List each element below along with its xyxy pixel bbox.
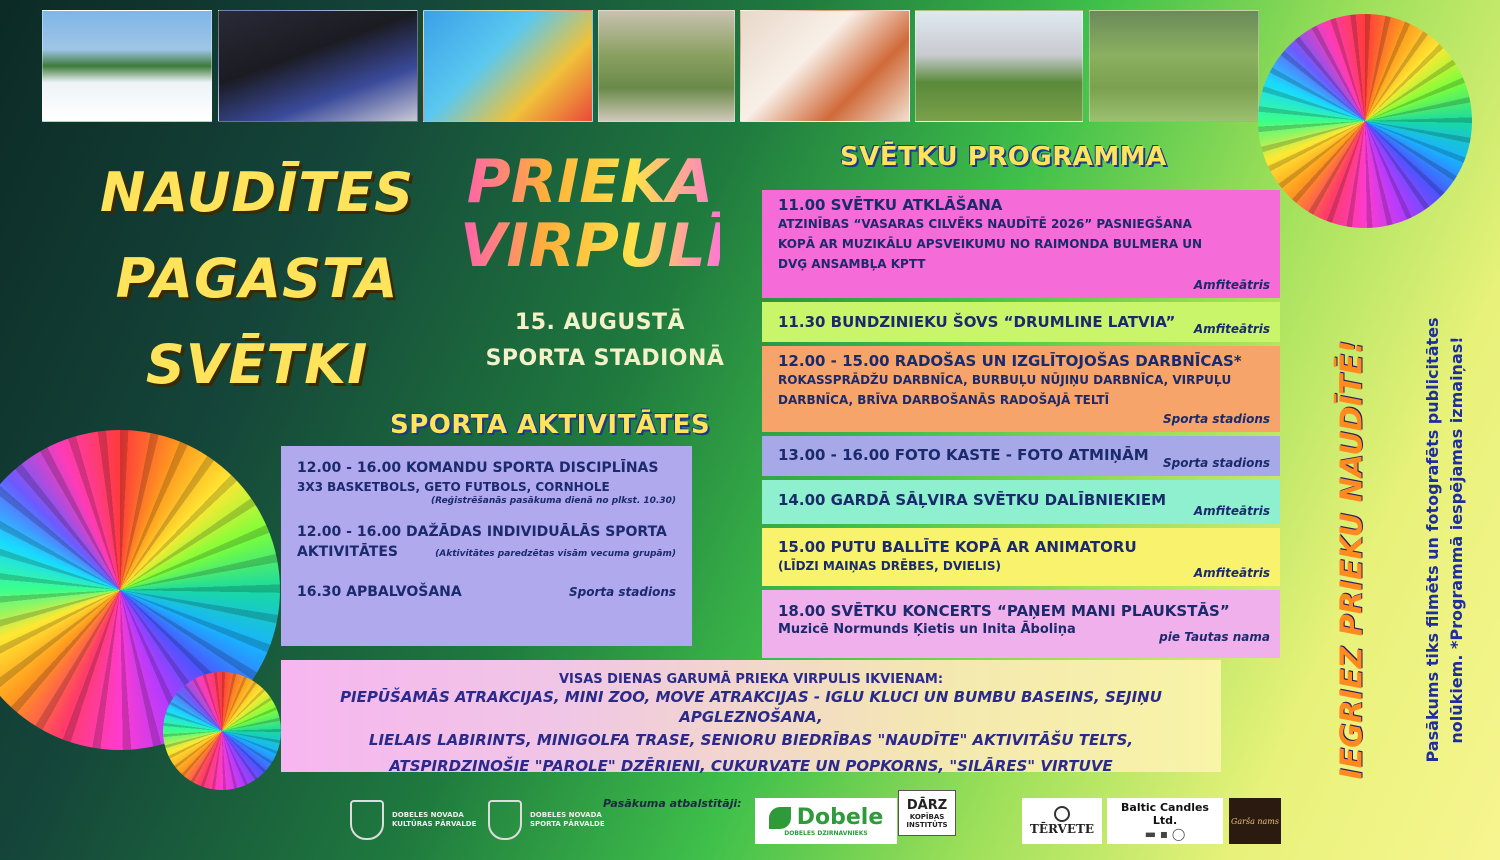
program-item-6 [762,528,1280,586]
logo-baltic-text: Baltic Candles Ltd. [1121,801,1209,827]
spiral-top-right [1258,14,1472,228]
program-item-desc: ATZINĪBAS “VASARAS CILVĒKS NAUDĪTĒ 2026” PASNIEGŠANA [778,217,1192,231]
program-item-title: 13.00 - 16.00 FOTO KASTE - FOTO ATMIŅĀM [778,446,1149,464]
horse-icon [1054,806,1070,822]
sport-item-1-desc: 3X3 BASKETBOLS, GETO FUTBOLS, CORNHOLE [297,480,610,494]
org-culture [350,800,476,840]
logo-dobele [755,798,897,844]
org-culture-line-1: DOBELES NOVADA [392,811,464,819]
program-item-desc: (LĪDZI MAIŅAS DRĒBES, DVIELIS) [778,559,1002,573]
program-item-location: Amfiteātris [1193,278,1270,292]
org-sport-line-2: SPORTA PĀRVALDE [530,820,605,828]
program-item-7 [762,590,1280,658]
sport-item-2-title-cont: AKTIVITĀTES [297,544,398,560]
program-item-title: 11.30 BUNDZINIEKU ŠOVS “DRUMLINE LATVIA” [778,313,1176,331]
org-culture-text [392,811,476,829]
note-line-2: nolūkiem. *Programmā iespējamas izmaiņas! [1447,336,1466,744]
vertical-note-text [1421,317,1469,762]
photo-art-workshop [740,10,910,122]
event-date: 15. AUGUSTĀ [514,310,686,335]
note-line-1: Pasākums tiks filmēts un fotografēts publicitātes [1423,317,1442,763]
logo-darz-line-1: DĀRZ [906,797,948,813]
sponsors-label: Pasākuma atbalstītāji: [603,797,742,810]
logo-darz-line-3: INSTITŪTS [906,820,948,829]
sport-title: SPORTA AKTIVITĀTES [390,410,711,440]
crest-icon [350,800,384,840]
logo-baltic-candles [1107,798,1223,844]
program-item-location: Sporta stadions [1162,456,1270,470]
program-item-desc: DARBNĪCA, BRĪVA DARBOŠANĀS RADOŠAJĀ TELTĪ [778,393,1110,407]
sport-item-2-note: (Aktivitātes paredzētas visām vecuma grupām) [435,549,676,559]
logo-dobele-sub: DOBELES DZIRNAVNIEKS [784,830,868,837]
logo-garsa-nams [1229,798,1281,844]
photo-playground [598,10,735,122]
vertical-slogan-text: IEGRIEZ PRIEKU NAUDĪTĒ! [1334,340,1370,780]
program-item-location: pie Tautas nama [1159,630,1270,644]
program-item-2 [762,302,1280,342]
allday-line: PIEPŪŠAMĀS ATRAKCIJAS, MINI ZOO, MOVE ATRAKCIJAS - IGLU KLUCI UN BUMBU BASEINS, SEJIŅU APGLEZNOŠANA, [340,688,1162,726]
event-title [92,150,422,408]
program-item-location: Sporta stadions [1162,412,1270,426]
logo-tervete [1022,798,1102,844]
event-venue: SPORTA STADIONĀ [485,346,725,371]
sport-location: Sporta stadions [568,585,676,599]
logo-darz [898,790,956,836]
logo-garsa-text: Garša nams [1230,816,1279,826]
sport-item-1-title: 12.00 - 16.00 KOMANDU SPORTA DISCIPLĪNAS [297,460,659,476]
slogan-title [460,147,729,281]
vertical-slogan [1312,300,1392,820]
spiral-bottom-left-small [163,672,281,790]
title-line-1: NAUDĪTES [100,161,414,224]
program-item-title: 18.00 SVĒTKU KONCERTS “PAŅEM MANI PLAUKSTĀS” [778,602,1230,620]
org-sport-text [530,811,605,829]
program-item-title: 11.00 SVĒTKU ATKLĀŠANA [778,196,1003,214]
logo-darz-line-2: KOPĪBAS [909,812,945,821]
allday-heading: VISAS DIENAS GARUMĀ PRIEKA VIRPULIS IKVIENAM: [558,672,944,687]
sport-item-2-row [297,544,676,560]
photo-stadium-crowd [915,10,1083,122]
program-item-5 [762,480,1280,524]
program-item-title: 14.00 GARDĀ SĀĻVIRA SVĒTKU DALĪBNIEKIEM [778,491,1167,509]
title-line-2: PAGASTA [115,247,399,310]
sport-item-1-note: (Reģistrēšanās pasākuma dienā no plkst. 10.30) [430,496,676,506]
logo-tervete-text: TĒRVETE [1029,822,1095,836]
candle-icons: ▬ ▪ ◯ [1144,827,1186,841]
program-item-title: 15.00 PUTU BALLĪTE KOPĀ AR ANIMATORU [778,538,1137,556]
slogan-line-2: VIRPULĪ [460,211,729,281]
sport-item-2-title: 12.00 - 16.00 DAŽĀDAS INDIVIDUĀLĀS SPORTA [297,524,667,540]
leaf-icon [769,807,791,829]
vertical-note [1400,260,1490,820]
allday-line: ATSPIRDZINOŠIE "PAROLE" DZĒRIENI, CUKURVATE UN POPKORNS, "SILĀRES" VIRTUVE [389,757,1113,775]
sport-item-3-title: 16.30 APBALVOŠANA [297,584,462,600]
slogan-line-1: PRIEKA [466,147,714,217]
program-item-1 [762,190,1280,298]
program-item-desc: KOPĀ AR MUZIKĀLU APSVEIKUMU NO RAIMONDA BULMERA UN [778,237,1203,251]
program-item-title: 12.00 - 15.00 RADOŠAS UN IZGLĪTOJOŠAS DARBNĪCAS* [778,352,1242,370]
sport-panel [281,446,692,646]
photo-inflatable-slide [423,10,593,122]
program-item-3 [762,346,1280,432]
org-sport [488,800,605,840]
allday-panel [281,660,1221,775]
program-item-desc: Muzicē Normunds Ķietis un Inita Āboliņa [778,622,1076,637]
program-item-location: Amfiteātris [1193,566,1270,580]
program-item-location: Amfiteātris [1193,504,1270,518]
program-title: SVĒTKU PROGRAMMA [840,142,1167,172]
org-culture-line-2: KULTŪRAS PĀRVALDE [392,820,477,828]
org-sport-line-1: DOBELES NOVADA [530,811,602,819]
title-line-3: SVĒTKI [145,333,369,396]
photo-drumline [218,10,418,122]
crest-icon [488,800,522,840]
program-item-desc: DVĢ ANSAMBĻA KPTT [778,257,926,271]
photo-field-games [1089,10,1259,122]
program-item-location: Amfiteātris [1193,322,1270,336]
program-item-4 [762,436,1280,476]
photo-foam-party [42,10,212,122]
sport-item-3-row [297,584,676,600]
program-item-desc: ROKASSPRĀDŽU DARBNĪCA, BURBUĻU NŪJIŅU DARBNĪCA, VIRPUĻU [778,373,1232,387]
allday-line: LIELAIS LABIRINTS, MINIGOLFA TRASE, SENIORU BIEDRĪBAS "NAUDĪTE" AKTIVITĀŠU TELTS, [368,731,1134,749]
logo-dobele-text: Dobele [796,805,884,830]
